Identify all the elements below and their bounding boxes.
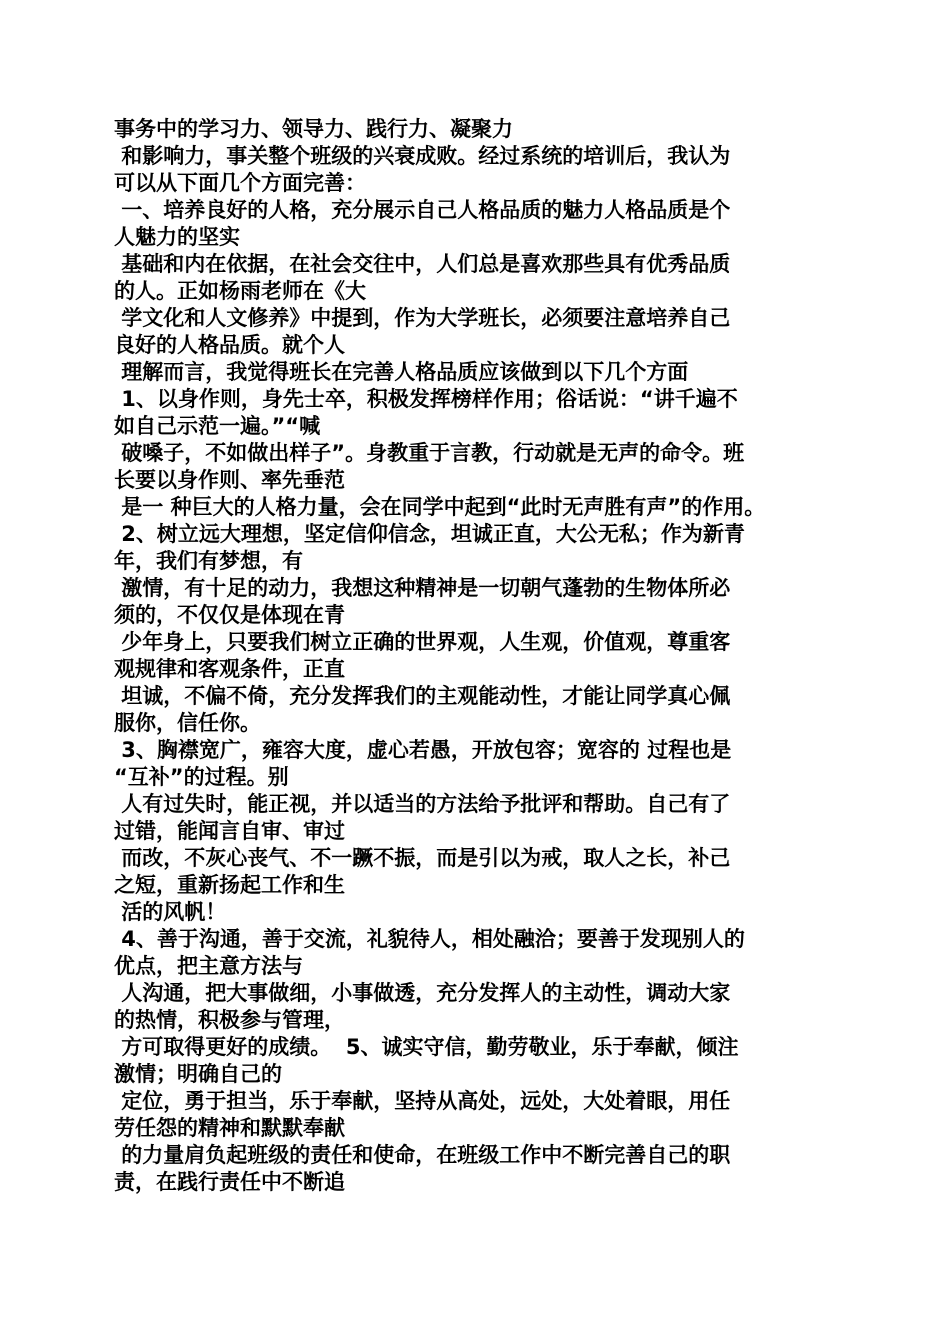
text-line: 良好的人格品质。就个人 xyxy=(114,333,345,357)
text-line: 4、善于沟通，善于交流，礼貌待人，相处融洽；要善于发现别人的 xyxy=(114,927,745,951)
text-line: 和影响力，事关整个班级的兴衰成败。经过系统的培训后，我认为 xyxy=(114,144,731,168)
text-line: 激情，有十足的动力，我想这种精神是一切朝气蓬勃的生物体所必 xyxy=(114,576,731,600)
text-line: 的热情，积极参与管理， xyxy=(114,1008,345,1032)
text-line: 一、培养良好的人格，充分展示自己人格品质的魅力人格品质是个 xyxy=(114,198,731,222)
text-line: 责，在践行责任中不断追 xyxy=(114,1170,345,1194)
text-line: “互补”的过程。别 xyxy=(114,765,289,789)
text-line: 是一 种巨大的人格力量，会在同学中起到“此时无声胜有声”的作用。 xyxy=(114,495,766,519)
text-line: 3、胸襟宽广，雍容大度，虚心若愚，开放包容；宽容的 过程也是 xyxy=(114,738,732,762)
text-line: 可以从下面几个方面完善： xyxy=(114,171,366,195)
text-line: 基础和内在依据，在社会交往中，人们总是喜欢那些具有优秀品质 xyxy=(114,252,731,276)
text-line: 须的，不仅仅是体现在青 xyxy=(114,603,345,627)
text-line: 如自己示范一遍。”“喊 xyxy=(114,414,321,438)
text-line: 服你，信任你。 xyxy=(114,711,261,735)
text-line: 学文化和人文修养》中提到，作为大学班长，必须要注意培养自己 xyxy=(114,306,731,330)
text-line: 坦诚，不偏不倚，充分发挥我们的主观能动性，才能让同学真心佩 xyxy=(114,684,731,708)
text-line: 观规律和客观条件，正直 xyxy=(114,657,345,681)
text-line: 人沟通，把大事做细，小事做透，充分发挥人的主动性，调动大家 xyxy=(114,981,731,1005)
text-line: 长要以身作则、率先垂范 xyxy=(114,468,345,492)
text-line: 活的风帆！ xyxy=(114,900,227,924)
text-line: 的人。正如杨雨老师在《大 xyxy=(114,279,366,303)
text-line: 年，我们有梦想，有 xyxy=(114,549,303,573)
text-line: 定位，勇于担当，乐于奉献，坚持从高处，远处，大处着眼，用任 xyxy=(114,1089,731,1113)
document-body-text xyxy=(114,116,834,1196)
text-line: 理解而言，我觉得班长在完善人格品质应该做到以下几个方面 xyxy=(114,360,689,384)
text-line: 人有过失时，能正视，并以适当的方法给予批评和帮助。自己有了 xyxy=(114,792,731,816)
text-line: 优点，把主意方法与 xyxy=(114,954,303,978)
text-line: 方可取得更好的成绩。 5、诚实守信，勤劳敬业，乐于奉献，倾注 xyxy=(114,1035,739,1059)
text-line: 2、树立远大理想，坚定信仰信念，坦诚正直，大公无私；作为新青 xyxy=(114,522,745,546)
text-line: 的力量肩负起班级的责任和使命，在班级工作中不断完善自己的职 xyxy=(114,1143,731,1167)
text-line: 事务中的学习力、领导力、践行力、凝聚力 xyxy=(114,117,513,141)
text-line: 少年身上，只要我们树立正确的世界观，人生观，价值观，尊重客 xyxy=(114,630,731,654)
text-line: 过错，能闻言自审、审过 xyxy=(114,819,345,843)
text-line: 而改，不灰心丧气、不一蹶不振，而是引以为戒，取人之长，补己 xyxy=(114,846,731,870)
text-line: 破嗓子，不如做出样子”。身教重于言教，行动就是无声的命令。班 xyxy=(114,441,745,465)
text-line: 劳任怨的精神和默默奉献 xyxy=(114,1116,345,1140)
text-line: 激情；明确自己的 xyxy=(114,1062,282,1086)
text-line: 1、以身作则，身先士卒，积极发挥榜样作用；俗话说：“讲千遍不 xyxy=(114,387,738,411)
text-line: 之短，重新扬起工作和生 xyxy=(114,873,345,897)
text-line: 人魅力的坚实 xyxy=(114,225,240,249)
